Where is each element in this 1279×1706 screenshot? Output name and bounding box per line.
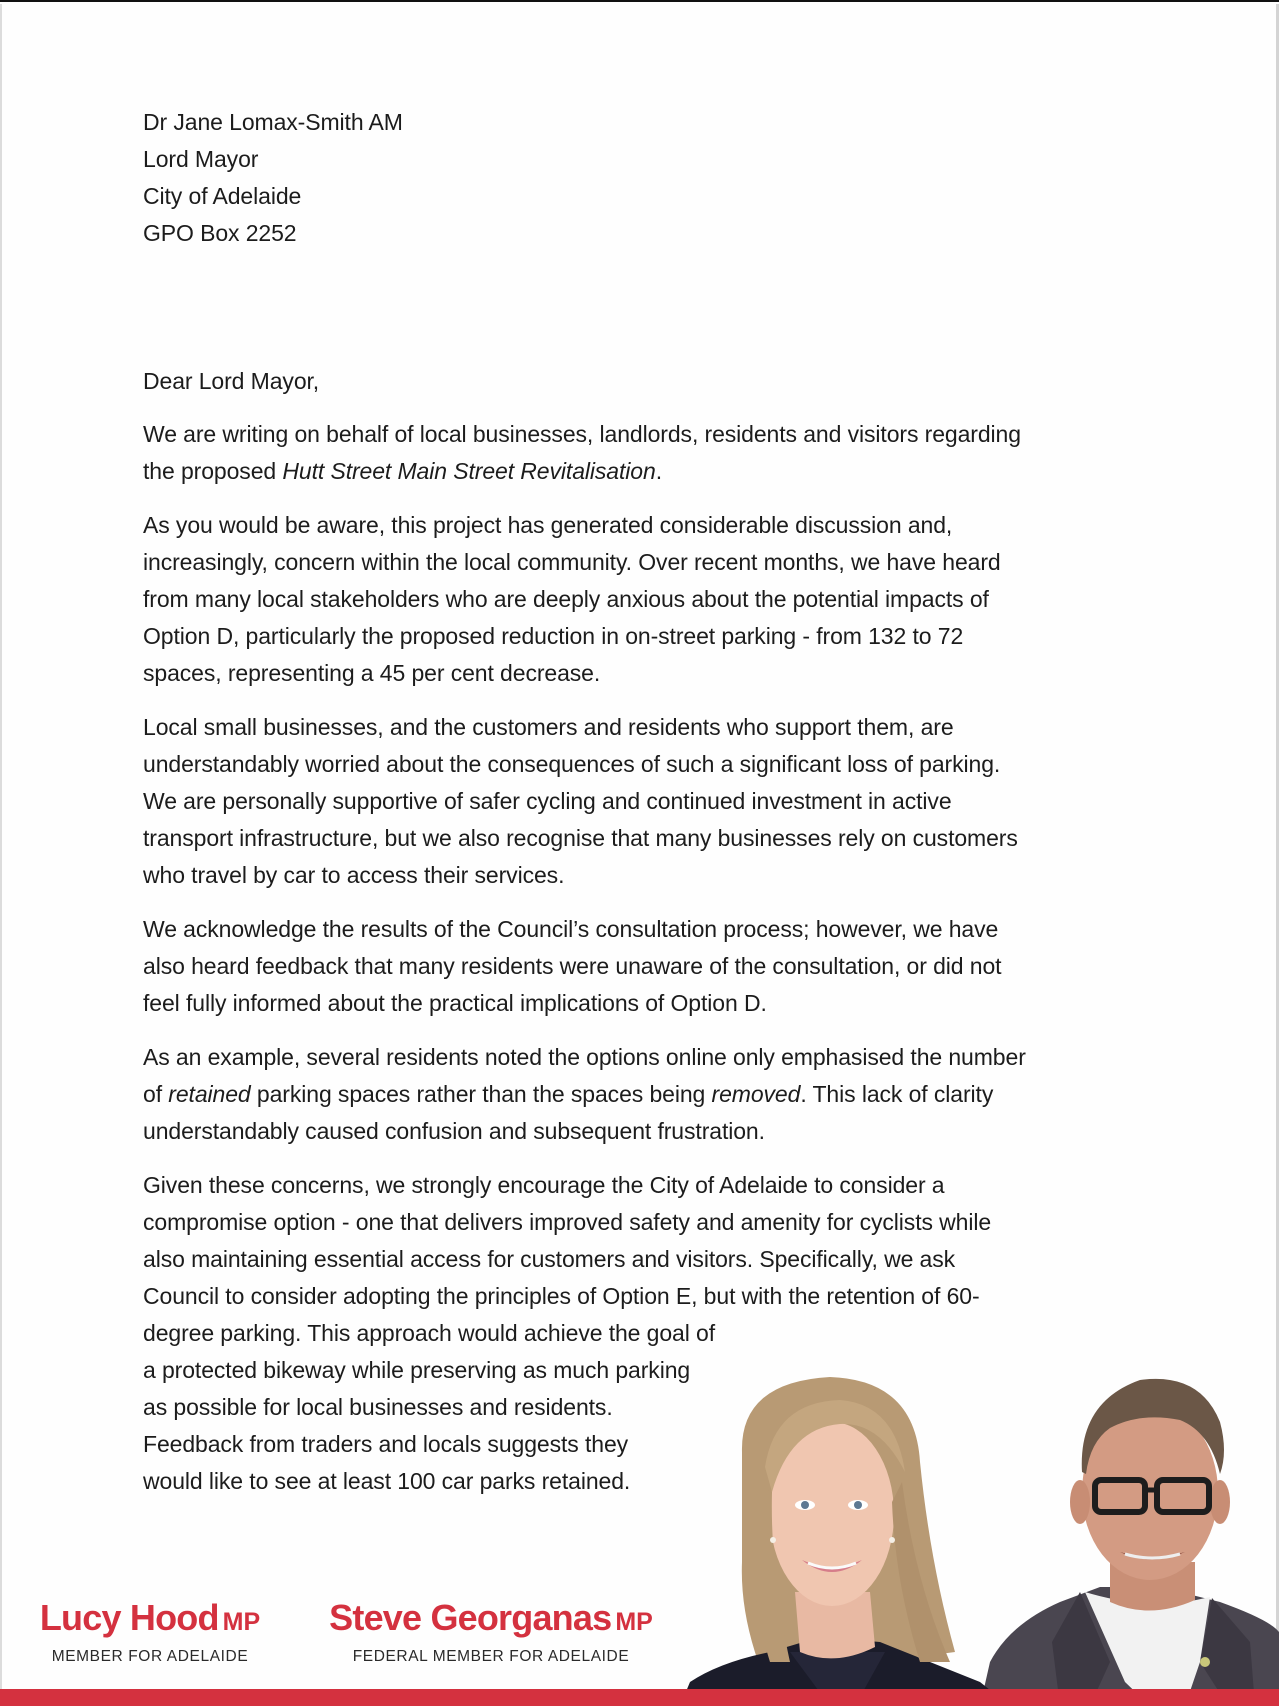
paragraph-line xyxy=(143,581,1133,618)
text-run: As you would be aware, this project has generated considerable discussion and, xyxy=(143,512,953,538)
recipient-organisation: City of Adelaide xyxy=(143,183,302,209)
text-run: . xyxy=(655,458,662,484)
text-run: of xyxy=(143,1081,169,1107)
paragraph-line xyxy=(143,948,1133,985)
recipient-name: Dr Jane Lomax-Smith AM xyxy=(143,109,403,135)
paragraph-line xyxy=(143,857,1133,894)
post-nominal: MP xyxy=(615,1608,653,1636)
page-edge-left xyxy=(0,4,2,1706)
text-run: understandably caused confusion and subsequent frustration. xyxy=(143,1118,765,1144)
paragraph-line xyxy=(143,453,1133,490)
text-run: from many local stakeholders who are deeply anxious about the potential impacts of xyxy=(143,586,989,612)
text-run: degree parking. This approach would achieve the goal of xyxy=(143,1320,716,1346)
paragraph-line xyxy=(143,507,1133,544)
text-run: Council to consider adopting the principles of Option E, but with the retention of 60- xyxy=(143,1283,980,1309)
paragraph-line xyxy=(143,1241,1133,1278)
text-run: compromise option - one that delivers improved safety and amenity for cyclists while xyxy=(143,1209,992,1235)
recipient-title: Lord Mayor xyxy=(143,146,259,172)
mp-portrait-photo xyxy=(680,1362,1279,1706)
text-run: would like to see at least 100 car parks retained. xyxy=(143,1468,631,1494)
text-run: Given these concerns, we strongly encourage the City of Adelaide to consider a xyxy=(143,1172,945,1198)
emphasis-text: retained xyxy=(168,1081,251,1107)
text-run: Feedback from traders and locals suggests they xyxy=(143,1431,629,1457)
text-run: increasingly, concern within the local community. Over recent months, we have heard xyxy=(143,549,1001,575)
letter-paragraphs xyxy=(143,416,1133,1517)
post-nominal: MP xyxy=(222,1608,261,1636)
text-run: also maintaining essential access for customers and visitors. Specifically, we ask xyxy=(143,1246,956,1272)
signature-lucy-hood xyxy=(26,1598,274,1666)
paragraph-line xyxy=(143,416,1133,453)
paragraph-line xyxy=(143,746,1133,783)
signatory-role: FEDERAL MEMBER FOR ADELAIDE xyxy=(352,1648,630,1665)
text-run: a protected bikeway while preserving as much parking xyxy=(143,1357,691,1383)
text-run: as possible for local businesses and residents. xyxy=(143,1394,613,1420)
text-run: parking spaces rather than the spaces being xyxy=(250,1081,712,1107)
letter-paragraph xyxy=(143,1039,1133,1150)
recipient-address xyxy=(143,104,403,252)
text-run: . This lack of clarity xyxy=(800,1081,994,1107)
letter-paragraph xyxy=(143,507,1133,692)
paragraph-line xyxy=(143,1113,1133,1150)
letter-paragraph xyxy=(143,709,1133,894)
paragraph-line xyxy=(143,1278,1133,1315)
paragraph-line xyxy=(143,820,1133,857)
recipient-po-box: GPO Box 2252 xyxy=(143,220,297,246)
paragraph-line xyxy=(143,783,1133,820)
paragraph-line xyxy=(143,911,1133,948)
letter-paragraph xyxy=(143,416,1133,490)
text-run: We acknowledge the results of the Council’s consultation process; however, we have xyxy=(143,916,999,942)
paragraph-line xyxy=(143,1315,1133,1352)
paragraph-line xyxy=(143,1039,1133,1076)
text-run: who travel by car to access their services. xyxy=(143,862,565,888)
paragraph-line xyxy=(143,544,1133,581)
signatory-role: MEMBER FOR ADELAIDE xyxy=(51,1648,249,1665)
footer-brand-bar xyxy=(0,1689,1279,1706)
paragraph-line xyxy=(143,709,1133,746)
paragraph-line xyxy=(143,985,1133,1022)
text-run: the proposed xyxy=(143,458,283,484)
salutation: Dear Lord Mayor, xyxy=(143,368,320,394)
paragraph-line xyxy=(143,618,1133,655)
paragraph-line xyxy=(143,1204,1133,1241)
text-run: We are personally supportive of safer cycling and continued investment in active xyxy=(143,788,952,814)
text-run: feel fully informed about the practical implications of Option D. xyxy=(143,990,767,1016)
portrait-lucy-hood xyxy=(680,1377,1010,1706)
paragraph-line xyxy=(143,1167,1133,1204)
letter-paragraph xyxy=(143,911,1133,1022)
text-run: Local small businesses, and the customers and residents who support them, are xyxy=(143,714,954,740)
signatory-name: Steve Georganas MP xyxy=(329,1597,653,1638)
signature-steve-georganas xyxy=(305,1598,677,1666)
paragraph-line xyxy=(143,1076,1133,1113)
text-run: Option D, particularly the proposed reduction in on-street parking - from 132 to 72 xyxy=(143,623,964,649)
text-run: spaces, representing a 45 per cent decrease. xyxy=(143,660,601,686)
portrait-steve-georganas xyxy=(980,1379,1279,1706)
signatory-name: Lucy Hood MP xyxy=(39,1597,261,1638)
emphasis-text: removed xyxy=(711,1081,801,1107)
text-run: As an example, several residents noted the options online only emphasised the number xyxy=(143,1044,1026,1070)
text-run: transport infrastructure, but we also recognise that many businesses rely on customers xyxy=(143,825,1018,851)
text-run: also heard feedback that many residents were unaware of the consultation, or did not xyxy=(143,953,1002,979)
emphasis-text: Hutt Street Main Street Revitalisation xyxy=(282,458,656,484)
text-run: We are writing on behalf of local businesses, landlords, residents and visitors regarding xyxy=(143,421,1021,447)
paragraph-line xyxy=(143,655,1133,692)
text-run: understandably worried about the consequences of such a significant loss of parking. xyxy=(143,751,1001,777)
